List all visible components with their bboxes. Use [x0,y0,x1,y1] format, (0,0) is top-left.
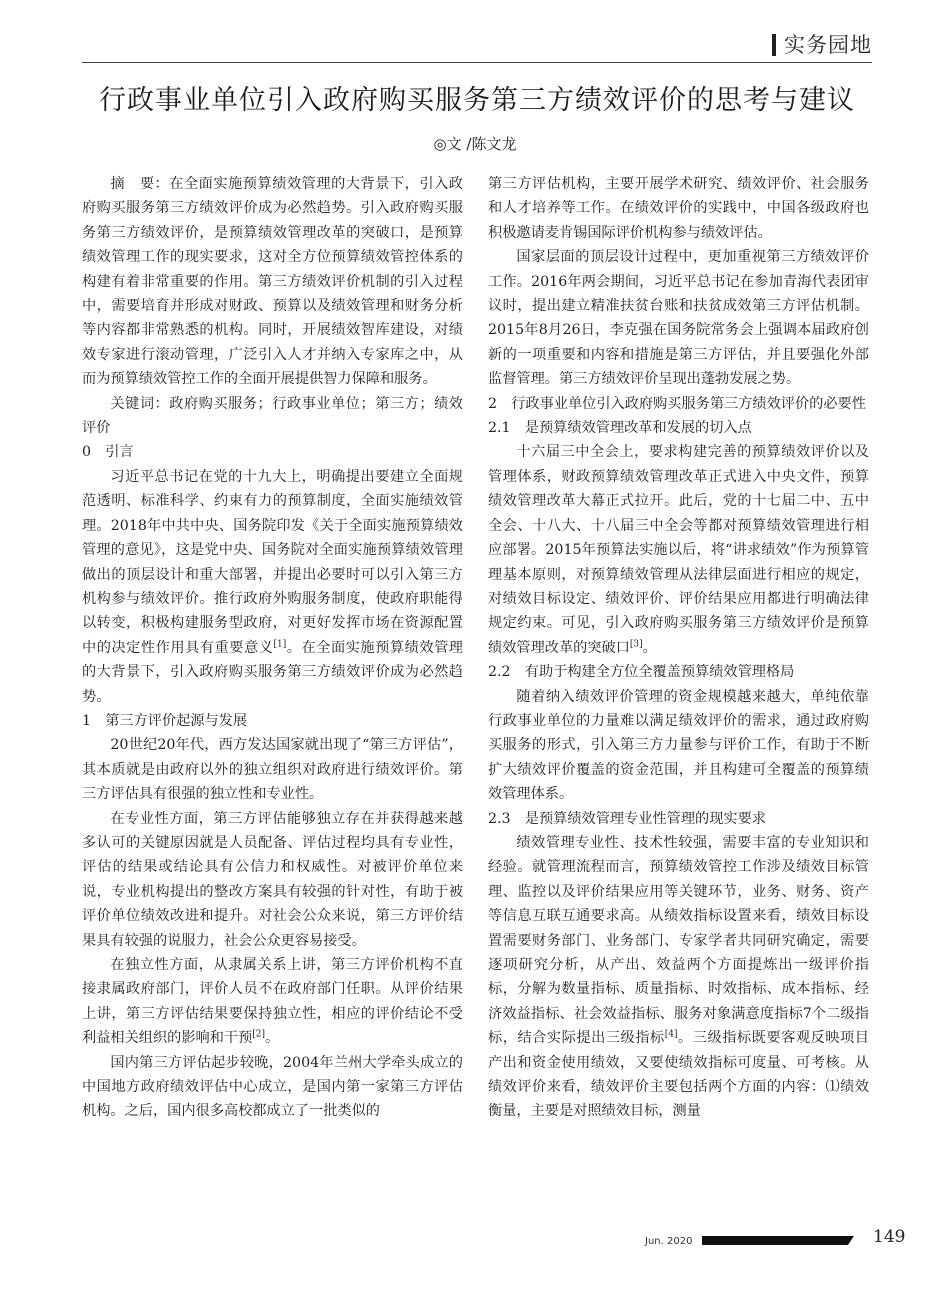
paragraph-text: 十六届三中全会上，要求构建完善的预算绩效评价以及管理体系，财政预算绩效管理改革正式进入中央文件，预算绩效管理改革大幕正式拉开。此后，党的十七届二中、五中全会、十八大、十八届三中全会等都对预算绩效管理进行相应部署。2015年预算法实施以后，将“讲求绩效”作为预算管理基本原则，对预算绩效管理从法律层面进行相应的规定，对绩效目标设定、绩效评价、评价结果应用都进行明确法律规定约束。可见，引入政府购买服务第三方绩效评价是预算绩效管理改革的突破口 [488,444,869,656]
intro-paragraph [82,465,463,709]
section-heading-introduction: 0 引言 [82,444,134,461]
subsection-heading-2-3: 2.3 是预算绩效管理专业性管理的现实要求 [488,810,766,827]
header-rule [82,62,872,63]
keywords: 关键词：政府购买服务；行政事业单位；第三方；绩效评价 [82,395,463,437]
citation-marker: [2] [252,1029,266,1040]
subsection-heading-2-1: 2.1 是预算绩效管理改革和发展的切入点 [488,420,752,437]
paragraph-text: 。 [265,1030,280,1047]
subsection-heading-2-2: 2.2 有助于构建全方位全覆盖预算绩效管理格局 [488,664,795,681]
professionalism-paragraph: 在专业性方面，第三方评估能够独立存在并获得越来越多认可的关键原因就是人员配备、评估过程均具有专业性，评估的结果或结论具有公信力和权威性。对被评价单位来说，专业机构提出的整改方案具有较强的针对性，有助于被评价单位绩效改进和提升。对社会公众来说，第三方评价结果具有较强的说服力，社会公众更容易接受。 [82,810,463,949]
section-heading-necessity: 2 行政事业单位引入政府购买服务第三方绩效评价的必要性 [488,395,866,412]
issue-date: Jun. 2020 [645,1236,693,1247]
citation-marker: [3] [629,638,643,649]
paragraph-text: 在独立性方面，从隶属关系上讲，第三方评价机构不直接隶属政府部门，评价人员不在政府部门任职。从评价结果上讲，第三方评估结果要保持独立性，相应的评价结论不受利益相关组织的影响和干预 [82,957,463,1047]
continued-paragraph: 第三方评估机构，主要开展学术研究、绩效评价、社会服务和人才培养等工作。在绩效评价的实践中，中国各级政府也积极邀请麦肯锡国际评价机构参与绩效评估。 [488,176,869,241]
section-heading-origin: 1 第三方评价起源与发展 [82,712,248,729]
independence-paragraph [82,953,463,1051]
right-column [488,172,869,1124]
page-number: 149 [873,1227,906,1247]
paragraph-text: 。三级指标既要客观反映项目产出和资金使用绩效，又要使绩效指标可度量、可考核。从绩效评价来看，绩效评价主要包括两个方面的内容：⑴绩效衡量，主要是对照绩效目标，测量 [488,1030,869,1120]
article-title: 行政事业单位引入政府购买服务第三方绩效评价的思考与建议 [99,85,855,116]
section-label: 实务园地 [772,34,872,56]
origin-paragraph: 20世纪20年代，西方发达国家就出现了“第三方评估”，其本质就是由政府以外的独立组织对政府进行绩效评价。第三方评估具有很强的独立性和专业性。 [82,737,463,803]
national-paragraph: 国家层面的顶层设计过程中，更加重视第三方绩效评价工作。2016年两会期间，习近平总书记在参加青海代表团审议时，提出建立精准扶贫台账和扶贫成效第三方评估机制。2015年8月26日，李克强在国务院常务会上强调本届政府创新的一项重要和内容和措施是第三方评估，并且要强化外部监督管理。第三方绩效评价呈现出蓬勃发展之势。 [488,249,869,388]
left-column [82,172,463,1124]
abstract: 摘 要：在全面实施预算绩效管理的大背景下，引入政府购买服务第三方绩效评价成为必然趋势。引入政府购买服务第三方绩效评价，是预算绩效管理改革的突破口，是预算绩效管理工作的现实要求，这对全方位预算绩效管控体系的构建有着非常重要的作用。第三方绩效评价机制的引入过程中，需要培育并形成对财政、预算以及绩效管理和财务分析等内容都非常熟悉的机构。同时，开展绩效智库建设，对绩效专家进行滚动管理，广泛引入人才并纳入专家库之中，从而为预算绩效管控工作的全面开展提供智力保障和服务。 [82,176,463,388]
paragraph-text: 。 [642,639,657,656]
footer-bar [702,1236,854,1245]
article-byline: ◎文 /陈文龙 [433,135,517,153]
paragraph-text: 。在全面实施预算绩效管理的大背景下，引入政府购买服务第三方绩效评价成为必然趋势。 [82,639,463,705]
paragraph-text: 绩效管理专业性、技术性较强，需要丰富的专业知识和经验。就管理流程而言，预算绩效管控工作涉及绩效目标管理、监控以及评价结果应用等关键环节，业务、财务、资产等信息互联互通要求高。从绩效指标设置来看，绩效目标设置需要财务部门、业务部门、专家学者共同研究确定，需要逐项研究分析，从产出、效益两个方面提炼出一级评价指标，分解为数量指标、质量指标、时效指标、成本指标、经济效益指标、社会效益指标、服务对象满意度指标7个二级指标，结合实际提出三级指标 [488,834,869,1047]
coverage-paragraph: 随着纳入绩效评价管理的资金规模越来越大，单纯依靠行政事业单位的力量难以满足绩效评价的需求，通过政府购买服务的形式，引入第三方力量参与评价工作，有助于不断扩大绩效评价覆盖的资金范围，并且构建可全覆盖的预算绩效管理体系。 [488,688,869,803]
reform-paragraph [488,440,869,660]
citation-marker: [1] [273,638,287,649]
professional-management-paragraph [488,831,869,1124]
domestic-paragraph: 国内第三方评估起步较晚，2004年兰州大学牵头成立的中国地方政府绩效评估中心成立，是国内第一家第三方评估机构。之后，国内很多高校都成立了一批类似的 [82,1054,463,1120]
citation-marker: [4] [664,1029,678,1040]
paragraph-text: 习近平总书记在党的十九大上，明确提出要建立全面规范透明、标准科学、约束有力的预算制度，全面实施绩效管理。2018年中共中央、国务院印发《关于全面实施预算绩效管理的意见》，这是党中央、国务院对全面实施预算绩效管理做出的顶层设计和重大部署，并提出必要时可以引入第三方机构参与绩效评价。推行政府外购服务制度，使政府职能得以转变，积极构建服务型政府，对更好发挥市场在资源配置中的决定性作用具有重要意义 [82,468,463,656]
